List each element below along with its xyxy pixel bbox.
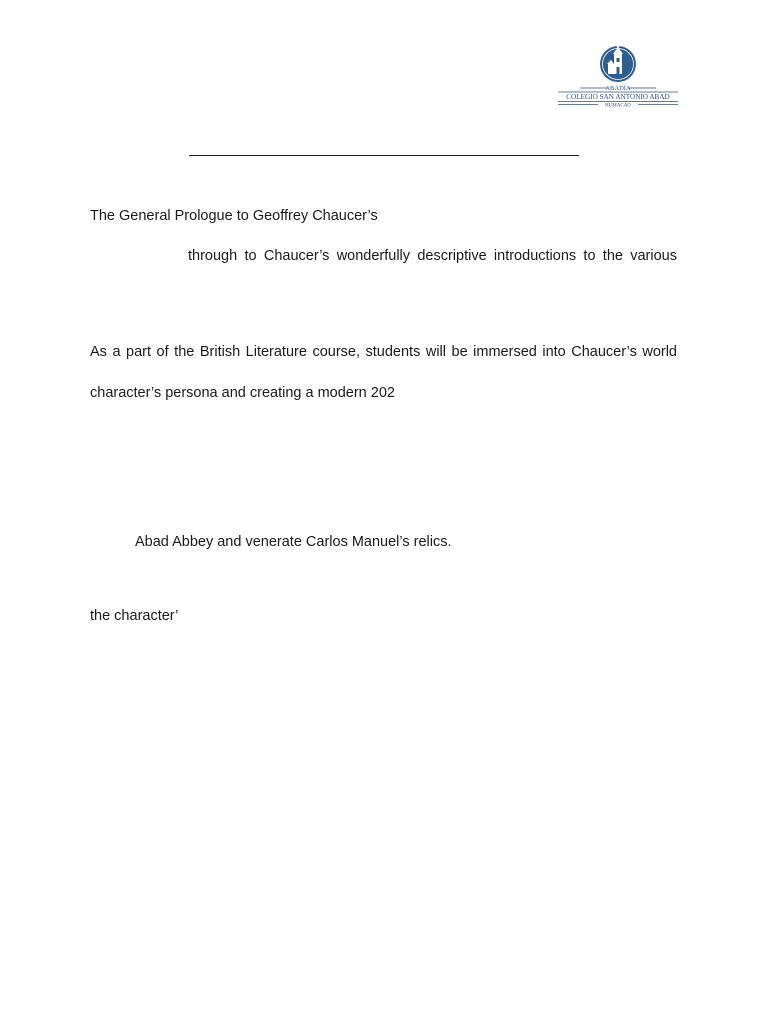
paragraph-2: through to Chaucer’s wonderfully descriptive introductions to the various (188, 248, 677, 264)
school-logo (552, 42, 684, 108)
logo-line-city: HUMACAO (605, 103, 631, 108)
abbey-emblem-icon (552, 42, 684, 108)
logo-line-school-name: COLEGIO SAN ANTONIO ABAD (566, 93, 670, 101)
paragraph-1: The General Prologue to Geoffrey Chaucer’s (90, 208, 378, 224)
paragraph-4: character’s persona and creating a modern 202 (90, 385, 395, 401)
paragraph-6: the character’ (90, 608, 179, 624)
paragraph-3: As a part of the British Literature course, students will be immersed into Chaucer’s world (90, 344, 677, 360)
logo-line-abadia: ABADÍA (605, 85, 631, 92)
title-underline (189, 155, 579, 156)
paragraph-5: Abad Abbey and venerate Carlos Manuel’s relics. (135, 534, 452, 550)
